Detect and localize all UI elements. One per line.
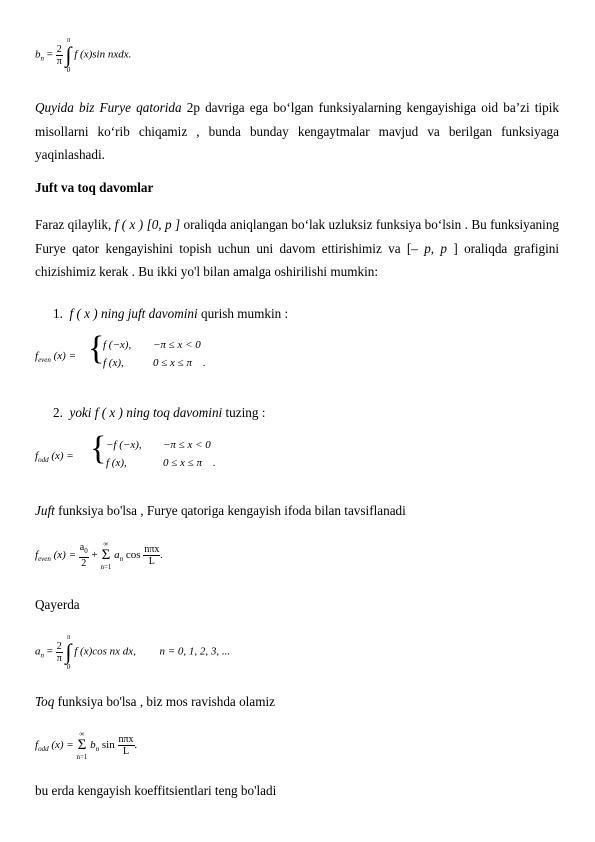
formula-odd-series: $f_{odd}$ (x) = ∞ Σ n=1 $b_n$ sin $\frac{\text{nπx}}{L}$ . bbox=[35, 730, 138, 761]
paragraph-intro: Quyida biz Furye qatorida 2p davriga ega bo‘lgan funksiyalarning kengayishiga oid ba’zi tipik misollarni ko‘rib chiqamiz , bunda bunday kengaytmalar mavjud va berilgan funksiyaga yaqinlashadi. bbox=[35, 100, 559, 163]
formula-bn: $b_n$ = $\frac{2}{\pi}$ π ∫ 0 f (x)sin nxdx. bbox=[35, 36, 132, 74]
formula-an: $a_n$ = $\frac{2}{\pi}$ π ∫ 0 f (x)cos nx dx, n = 0, 1, 2, 3, ... bbox=[35, 633, 231, 671]
list-item-2: 2. yoki f ( x ) ning toq davomini tuzing : bbox=[53, 405, 266, 420]
document-page: $b_n$ = $\frac{2}{\pi}$ π ∫ 0 f (x)sin nxdx. Quyida biz Furye qatorida 2p davriga ega bo‘lgan funksiyalarning kengayishiga oid ba’zi tipik misollarni ko‘rib chiqamiz , bunda bunday kengaytmalar mavjud va berilgan funksiyaga yaqinlashadi. Juft va toq davomlar Faraz qilaylik, f ( x ) [0, p ] oraliqda aniqlangan bo‘lak uzluksiz funksiya bo‘lsin . Bu funksiyaning Furye qator kengayishini topish uchun uni davom ettirishimiz va [– p, p ] oraliqda grafigini chizishimiz kerak . Bu ikki yo'l bilan amalga oshirilishi mumkin: 1. f ( x ) ning juft davomini qurish mumkin : $f_{even}$ (x) = { f (−x), −π ≤ x < 0 f (x), 0 ≤ x ≤ π . 2. yoki f ( x ) ning toq davomini tuzing : $f_{odd}$ (x) = { −f (−x), −π ≤ x < 0 f (x), 0 ≤ x ≤ π . Juft funksiya bo'lsa , Furye qatoriga kengayish ifoda bilan tavsiflanadi $f_{even}$ (x) = $\frac{a_0}{2}$ + ∞ Σ n=1 $a_n$ cos $\frac{\text{nπx}}{L}$ . Qayerda $a_n$ = $\frac{2}{\pi}$ π ∫ 0 f (x)cos nx dx, n = 0, 1, 2, 3, ... Toq funksiya bo'lsa , biz mos ravishda olamiz $f_{odd}$ (x) = ∞ Σ n=1 $b_n$ sin $\frac{\text{nπx}}{L}$ . bu erda kengayish koeffitsientlari teng bo'ladi bbox=[35, 36, 560, 798]
formula-even-series: $f_{even}$ (x) = $\frac{a_0}{2}$ + ∞ Σ n=1 $a_n$ cos $\frac{\text{nπx}}{L}$ . bbox=[35, 540, 164, 571]
fraction: $\frac{2}{\pi}$ bbox=[56, 43, 62, 67]
paragraph-even-series: Juft funksiya bo'lsa , Furye qatoriga kengayish ifoda bilan tavsiflanadi bbox=[35, 503, 406, 518]
list-item-1: 1. f ( x ) ning juft davomini qurish mumkin : bbox=[53, 306, 289, 321]
qayerda-label: Qayerda bbox=[35, 597, 80, 612]
section-heading: Juft va toq davomlar bbox=[35, 180, 154, 195]
final-paragraph: bu erda kengayish koeffitsientlari teng bo'ladi bbox=[35, 783, 277, 798]
paragraph-definition: Faraz qilaylik, f ( x ) [0, p ] oraliqda aniqlangan bo‘lak uzluksiz funksiya bo‘lsin . Bu funksiyaning Furye qator kengayishini topish uchun uni davom ettirishimiz va [– p, p ] oraliqda grafigini chizishimiz kerak . Bu ikki yo'l bilan amalga oshirilishi mumkin: bbox=[35, 217, 560, 280]
paragraph-odd-series: Toq funksiya bo'lsa , biz mos ravishda olamiz bbox=[35, 694, 275, 709]
